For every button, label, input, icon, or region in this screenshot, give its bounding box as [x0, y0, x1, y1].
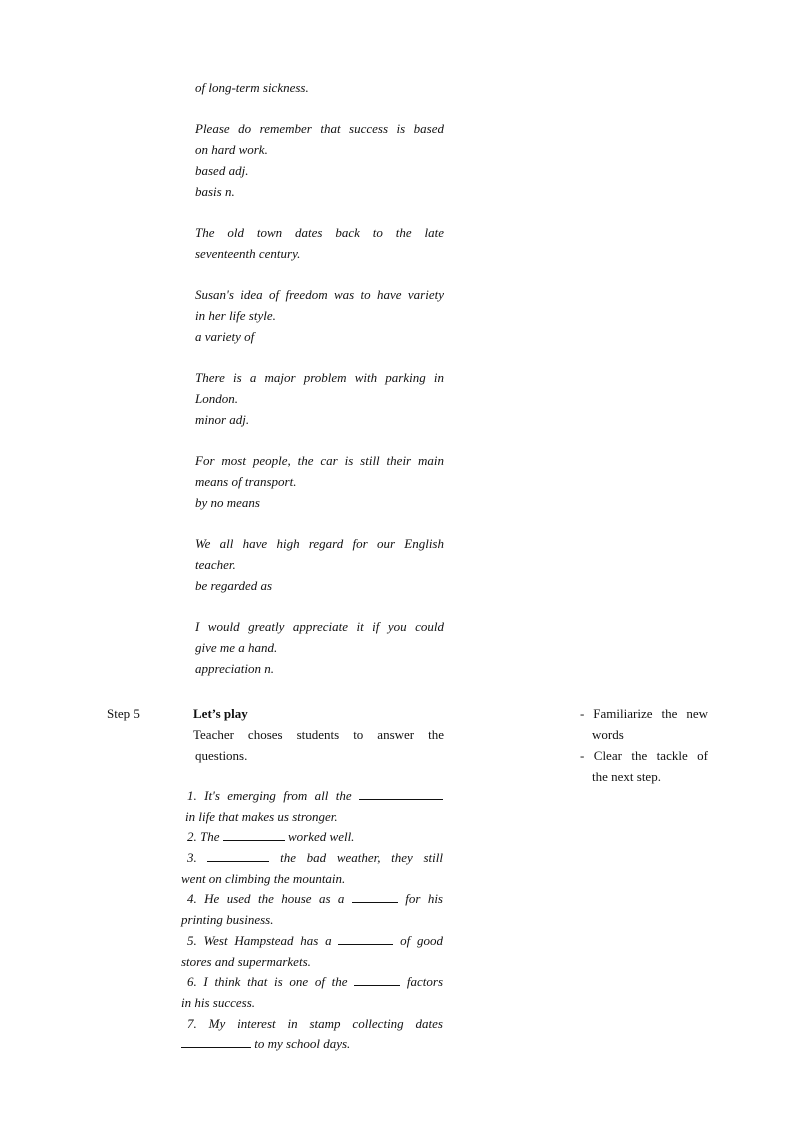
step-title: Let’s play: [193, 706, 248, 721]
sentence-line: The old town dates back to the late: [195, 225, 444, 240]
exercise-4: [181, 889, 443, 910]
answer-blank: [352, 890, 398, 903]
exercise-1: [181, 786, 443, 807]
exercise-text: 2. The: [187, 829, 220, 845]
sentence-line: For most people, the car is still their main: [195, 453, 444, 468]
exercise-text: factors: [406, 974, 444, 990]
objective-line: - Familiarize the new: [580, 706, 708, 721]
exercise-2: [181, 827, 443, 848]
sentence-line: Susan's idea of freedom was to have variety: [195, 287, 444, 302]
sentence-line: in her life style.: [195, 308, 276, 323]
sentence-line: means of transport.: [195, 474, 297, 489]
step-instruction: [193, 724, 444, 766]
word-form: by no means: [195, 495, 260, 510]
word-form: be regarded as: [195, 578, 273, 593]
word-form: basis n.: [195, 184, 235, 199]
sentence-line: give me a hand.: [195, 640, 278, 655]
sentence-line: There is a major problem with parking in: [195, 370, 444, 385]
exercise-text: went on climbing the mountain.: [181, 870, 346, 886]
exercise-list: [181, 786, 443, 1055]
exercise-5: [181, 931, 443, 952]
exercise-3: [181, 848, 443, 869]
answer-blank: [223, 828, 285, 841]
exercise-text: 6. I think that is one of the: [187, 974, 348, 990]
word-form: based adj.: [195, 163, 249, 178]
instruction-line: Teacher choses students to answer the: [193, 727, 444, 742]
vocabulary-sentences: [195, 77, 444, 679]
exercise-7-continued: [181, 1034, 443, 1055]
exercise-text: in his success.: [181, 994, 256, 1010]
sentence-line: Please do remember that success is based: [195, 121, 444, 136]
exercise-text: 1. It's emerging from all the: [187, 788, 352, 803]
answer-blank: [338, 932, 393, 945]
sentence-line: I would greatly appreciate it if you could: [195, 619, 444, 634]
exercise-7: [181, 1014, 443, 1035]
answer-blank: [354, 973, 400, 986]
word-form: minor adj.: [195, 412, 250, 427]
sentence-line: teacher.: [195, 557, 236, 572]
answer-blank: [207, 849, 269, 862]
sentence-line: seventeenth century.: [195, 246, 301, 261]
step-objectives: [580, 703, 708, 787]
word-form: appreciation n.: [195, 661, 274, 676]
objective-line: the next step.: [592, 769, 661, 784]
step-label: Step 5: [107, 706, 140, 721]
exercise-text: for his: [405, 891, 443, 907]
sentence-line: of long-term sickness.: [195, 80, 309, 95]
exercise-text: in life that makes us stronger.: [185, 808, 338, 824]
instruction-line: questions.: [195, 748, 248, 763]
answer-blank: [181, 1035, 251, 1048]
exercise-text: 4. He used the house as a: [187, 891, 345, 907]
exercise-text: worked well.: [288, 829, 355, 845]
exercise-text: of good: [400, 932, 444, 948]
sentence-line: We all have high regard for our English: [195, 536, 444, 551]
exercise-6: [181, 972, 443, 993]
exercise-text: stores and supermarkets.: [181, 953, 311, 969]
exercise-text: to my school days.: [254, 1036, 351, 1052]
word-form: a variety of: [195, 329, 255, 344]
objective-line: - Clear the tackle of: [580, 748, 708, 763]
exercise-text: printing business.: [181, 912, 274, 928]
exercise-text: the bad weather, they still: [280, 850, 444, 866]
exercise-text: 5. West Hampstead has a: [187, 932, 332, 948]
exercise-text: 3.: [187, 850, 197, 866]
sentence-line: on hard work.: [195, 142, 268, 157]
sentence-line: London.: [195, 391, 238, 406]
objective-line: words: [592, 727, 624, 742]
answer-blank: [359, 787, 443, 800]
exercise-text: 7. My interest in stamp collecting dates: [187, 1015, 443, 1031]
